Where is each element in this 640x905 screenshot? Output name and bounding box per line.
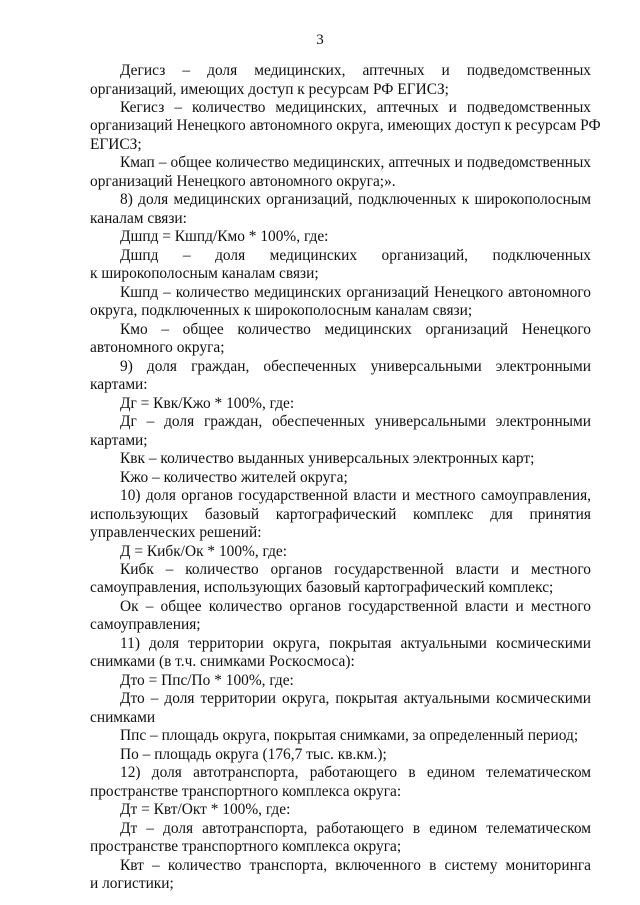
- text-line: Дто – доля территории округа, покрытая актуальными космическими: [120, 690, 591, 708]
- text-line: Дто = Ппс/По * 100%, где:: [120, 671, 294, 689]
- text-line: Дт – доля автотранспорта, работающего в едином телематическом: [120, 819, 591, 837]
- page-number: 3: [316, 32, 324, 48]
- text-line: Дт = Квт/Окт * 100%, где:: [120, 801, 291, 819]
- text-line: Кшпд – количество медицинских организаций Ненецкого автономного: [120, 283, 591, 301]
- text-line: каналам связи:: [90, 209, 187, 227]
- text-line: округа, подключенных к широкополосным каналам связи;: [90, 302, 473, 320]
- text-line: снимками: [90, 708, 156, 726]
- text-line: самоуправления, использующих базовый картографический комплекс;: [90, 579, 554, 597]
- text-line: ЕГИСЗ;: [90, 135, 142, 153]
- text-line: самоуправления;: [90, 616, 201, 634]
- text-line: Квт – количество транспорта, включенного в систему мониторинга: [120, 856, 591, 874]
- text-line: По – площадь округа (176,7 тыс. кв.км.);: [120, 745, 387, 763]
- text-line: Кмап – общее количество медицинских, аптечных и подведомственных: [120, 154, 591, 172]
- text-line: организаций, имеющих доступ к ресурсам РФ ЕГИСЗ;: [90, 80, 449, 98]
- text-line: Дг = Квк/Кжо * 100%, где:: [120, 394, 295, 412]
- text-line: к широкополосным каналам связи;: [90, 265, 319, 283]
- text-line: 12) доля автотранспорта, работающего в едином телематическом: [120, 764, 591, 782]
- text-line: организаций Ненецкого автономного округа, имеющих доступ к ресурсам РФ: [90, 117, 601, 135]
- text-line: и логистики;: [90, 875, 174, 893]
- text-line: Квк – количество выданных универсальных электронных карт;: [120, 450, 535, 468]
- text-line: 11) доля территории округа, покрытая актуальными космическими: [120, 634, 591, 652]
- text-line: управленческих решений:: [90, 524, 262, 541]
- text-line: Ок – общее количество органов государственной власти и местного: [120, 597, 591, 615]
- text-line: Дшпд = Кшпд/Кмо * 100%, где:: [120, 228, 329, 246]
- text-line: Д = Кибк/Ок * 100%, где:: [120, 542, 288, 560]
- text-line: использующих базовый картографический комплекс для принятия: [90, 505, 591, 523]
- text-line: 10) доля органов государственной власти и местного самоуправления,: [120, 487, 591, 504]
- text-line: Кмо – общее количество медицинских организаций Ненецкого: [120, 320, 591, 338]
- text-line: пространстве транспортного комплекса округа:: [90, 782, 402, 800]
- text-line: автономного округа;: [90, 339, 225, 357]
- text-line: Кибк – количество органов государственной власти и местного: [120, 561, 591, 578]
- text-line: Кегисз – количество медицинских, аптечных и подведомственных: [120, 99, 591, 116]
- text-line: организаций Ненецкого автономного округа;».: [90, 172, 396, 190]
- text-line: снимками (в т.ч. снимками Роскосмоса):: [90, 653, 355, 671]
- text-line: Дегисз – доля медицинских, аптечных и подведомственных: [120, 62, 591, 79]
- text-line: картами:: [90, 376, 148, 394]
- text-line: Дг – доля граждан, обеспеченных универсальными электронными: [120, 413, 591, 431]
- text-line: 9) доля граждан, обеспеченных универсальными электронными: [120, 357, 591, 375]
- text-line: 8) доля медицинских организаций, подключенных к широкополосным: [120, 191, 591, 209]
- text-line: Дшпд – доля медицинских организаций, подключенных: [120, 246, 591, 264]
- text-line: пространстве транспортного комплекса округа;: [90, 838, 402, 856]
- text-line: картами;: [90, 431, 148, 449]
- text-line: Кжо – количество жителей округа;: [120, 468, 348, 486]
- text-line: Ппс – площадь округа, покрытая снимками, за определенный период;: [120, 727, 579, 745]
